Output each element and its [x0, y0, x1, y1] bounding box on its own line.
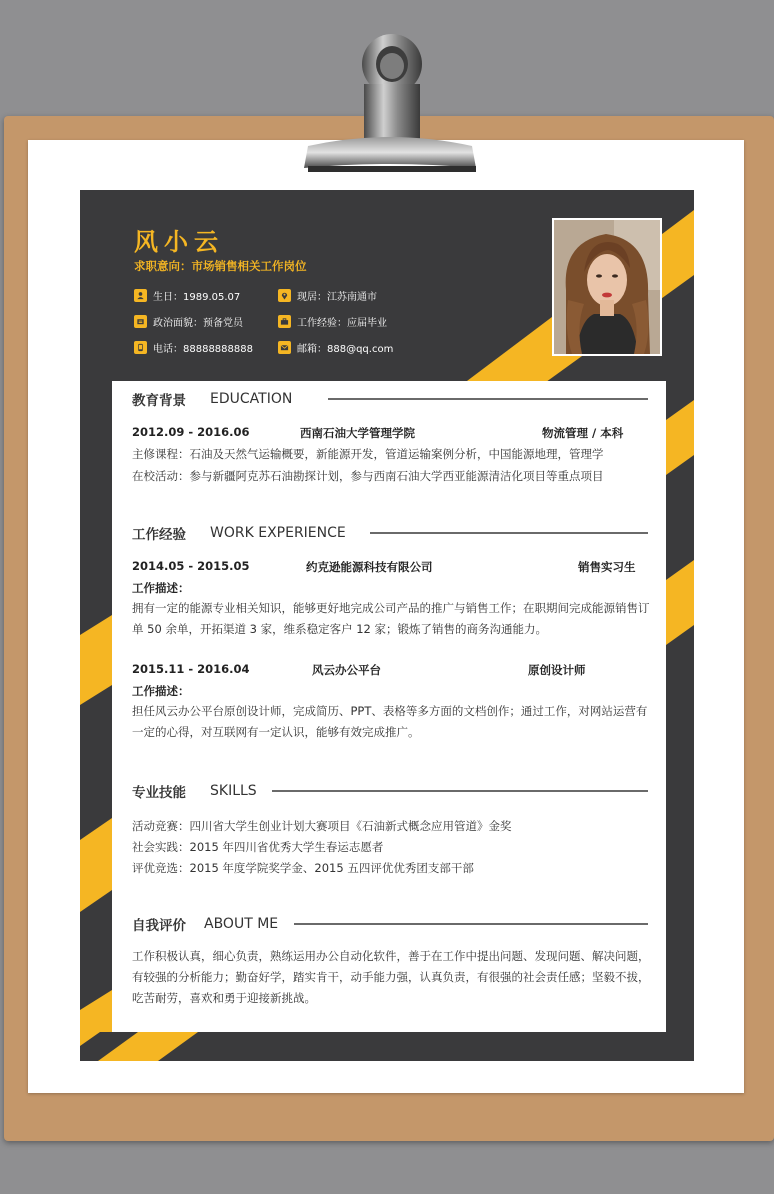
skills-title-en: SKILLS [210, 783, 257, 799]
profile-photo [552, 218, 662, 356]
user-icon [134, 289, 147, 302]
education-activities: 在校活动：参与新疆阿克苏石油勘探计划，参与西南石油大学西亚能源清洁化项目等重点项目 [132, 469, 604, 483]
education-row [132, 425, 652, 443]
badge-icon [134, 315, 147, 328]
info-phone-text: 电话：88888888888 [153, 344, 253, 355]
education-title-en: EDUCATION [210, 391, 293, 407]
binder-clip-icon [300, 28, 480, 178]
work-heading [132, 523, 346, 543]
education-school: 西南石油大学管理学院 [300, 426, 415, 440]
about-title-en: ABOUT ME [204, 916, 279, 932]
info-birth-text: 生日：1989.05.07 [153, 292, 241, 303]
job-2-period: 2015.11 - 2016.04 [132, 662, 250, 676]
about-heading [132, 914, 278, 934]
education-period: 2012.09 - 2016.06 [132, 425, 250, 439]
job-1-desc-label: 工作描述： [132, 581, 190, 595]
work-title-cn: 工作经验 [132, 527, 186, 543]
job-1-company: 约克逊能源科技有限公司 [306, 560, 433, 574]
info-experience-text: 工作经验：应届毕业 [297, 318, 387, 329]
education-heading [132, 389, 292, 409]
resume-content [112, 381, 666, 1032]
mail-icon [278, 341, 291, 354]
info-birth [134, 288, 240, 303]
briefcase-icon [278, 315, 291, 328]
info-email-text: 邮箱：888@qq.com [297, 344, 394, 355]
about-text: 工作积极认真，细心负责，熟练运用办公自动化软件，善于在工作中提出问题、发现问题、解决问题，有较强的分析能力；勤奋好学，踏实肯干，动手能力强，认真负责，有很强的社会责任感；坚毅不拔，吃苦耐劳，喜欢和勇于迎接新挑战。 [132, 949, 650, 1005]
about-title-cn: 自我评价 [132, 918, 186, 934]
job-row-1 [132, 559, 652, 577]
skills-heading [132, 781, 257, 801]
job-2-desc-label: 工作描述： [132, 684, 190, 698]
job-2-company: 风云办公平台 [312, 663, 381, 677]
job-2-desc: 担任风云办公平台原创设计师，完成简历、PPT、表格等多方面的文档创作；通过工作，对网站运营有一定的心得，对互联网有一定认识，能够有效完成推广。 [132, 704, 648, 739]
info-residence [278, 288, 377, 303]
info-email [278, 340, 393, 355]
candidate-name: 风小云 [134, 228, 224, 256]
skills-title-cn: 专业技能 [132, 785, 186, 801]
info-political [134, 314, 243, 329]
info-political-text: 政治面貌：预备党员 [153, 318, 243, 329]
skill-item-3: 评优竞选：2015 年度学院奖学金、2015 五四评优优秀团支部干部 [132, 861, 474, 875]
education-rule [328, 398, 648, 400]
skill-item-1: 活动竞赛：四川省大学生创业计划大赛项目《石油新式概念应用管道》金奖 [132, 819, 512, 833]
work-rule [370, 532, 648, 534]
job-row-2 [132, 662, 652, 680]
phone-icon [134, 341, 147, 354]
education-major: 物流管理 / 本科 [542, 426, 624, 440]
job-intent: 求职意向：市场销售相关工作岗位 [134, 259, 307, 273]
skills-rule [272, 790, 648, 792]
work-title-en: WORK EXPERIENCE [210, 525, 346, 541]
job-2-role: 原创设计师 [528, 663, 586, 677]
location-icon [278, 289, 291, 302]
info-residence-text: 现居：江苏南通市 [297, 292, 377, 303]
about-rule [294, 923, 648, 925]
skill-item-2: 社会实践：2015 年四川省优秀大学生春运志愿者 [132, 840, 384, 854]
job-1-period: 2014.05 - 2015.05 [132, 559, 250, 573]
job-1-desc: 拥有一定的能源专业相关知识，能够更好地完成公司产品的推广与销售工作；在职期间完成能源销售订单 50 余单，开拓渠道 3 家，维系稳定客户 12 家；锻炼了销售的商务沟通能力。 [132, 601, 650, 636]
info-experience [278, 314, 387, 329]
info-phone [134, 340, 253, 355]
education-courses: 主修课程：石油及天然气运输概要，新能源开发，管道运输案例分析，中国能源地理，管理学 [132, 447, 604, 461]
resume-sheet [80, 190, 694, 1061]
job-1-role: 销售实习生 [578, 560, 636, 574]
education-title-cn: 教育背景 [132, 393, 186, 409]
